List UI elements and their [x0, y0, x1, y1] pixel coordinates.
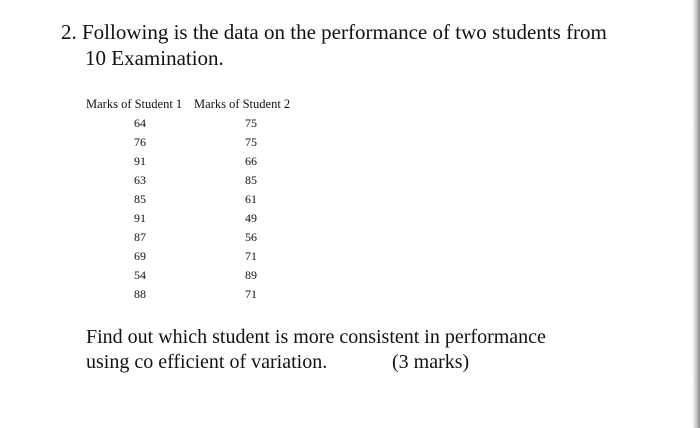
task-text-line2: using co efficient of variation. — [86, 351, 328, 373]
marks-label: (3 marks) — [392, 351, 470, 373]
question-text-line1: 2. Following is the data on the performance of two students from — [61, 20, 607, 44]
question-text-line2: 10 Examination. — [85, 46, 224, 70]
table-cell: 49 — [245, 211, 257, 225]
table-cell: 69 — [134, 249, 146, 263]
table-cell: 89 — [245, 268, 257, 282]
page-edge-shadow — [692, 0, 700, 428]
table-cell: 76 — [134, 135, 146, 149]
table-cell: 85 — [134, 192, 146, 206]
table-header-student2: Marks of Student 2 — [194, 97, 291, 111]
table-cell: 71 — [245, 249, 257, 263]
table-cell: 91 — [134, 211, 146, 225]
table-header-student1: Marks of Student 1 — [86, 97, 183, 111]
table-cell: 87 — [134, 230, 146, 244]
table-cell: 75 — [245, 135, 257, 149]
table-cell: 56 — [245, 230, 257, 244]
table-cell: 66 — [245, 154, 257, 168]
table-cell: 54 — [134, 268, 146, 282]
table-cell: 63 — [134, 173, 146, 187]
table-cell: 88 — [134, 287, 146, 301]
task-text-line1: Find out which student is more consistent in performance — [86, 326, 546, 348]
table-cell: 64 — [134, 116, 146, 130]
table-cell: 91 — [134, 154, 146, 168]
table-cell: 85 — [245, 173, 257, 187]
table-cell: 75 — [245, 116, 257, 130]
column-student1 — [120, 116, 160, 306]
column-student2 — [231, 116, 271, 306]
table-cell: 71 — [245, 287, 257, 301]
table-cell: 61 — [245, 192, 257, 206]
